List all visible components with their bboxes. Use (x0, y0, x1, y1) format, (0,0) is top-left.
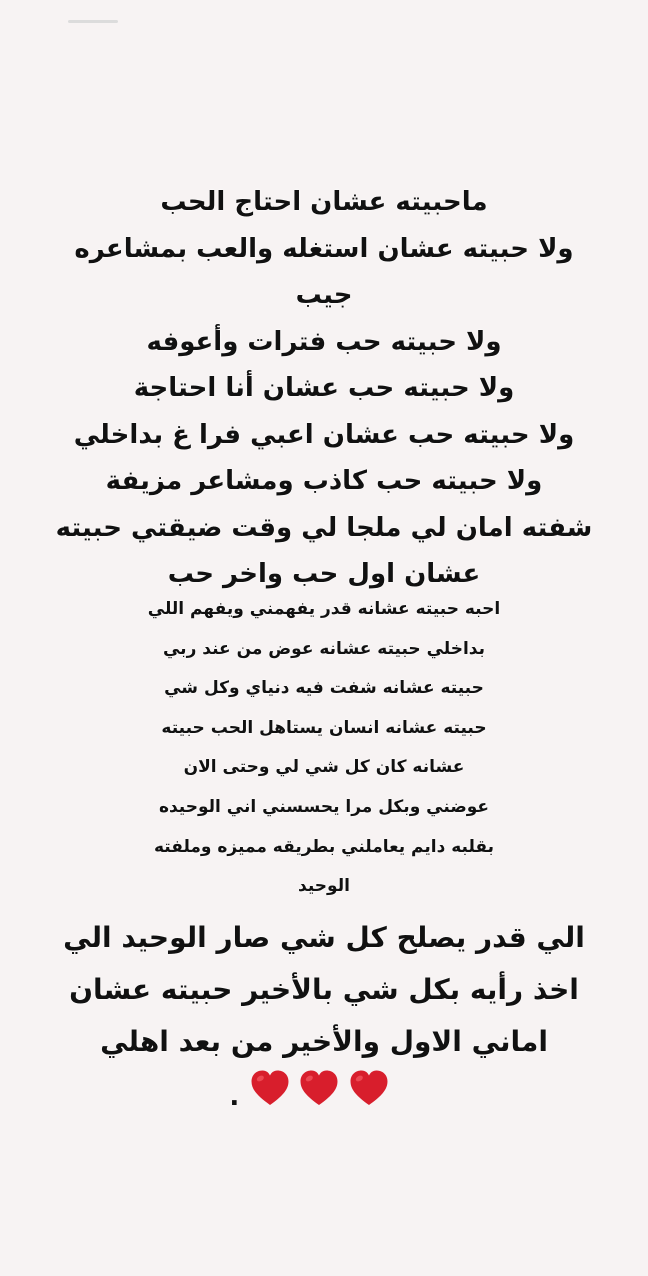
poem-line: ولا حبيته عشان استغله والعب بمشاعره (74, 233, 574, 264)
poem-line: جيب (295, 280, 353, 310)
poem-line: ولا حبيته حب كاذب ومشاعر مزيفة (105, 466, 543, 496)
poem-line: شفته امان لي ملجا لي وقت ضيقتي حبيته (55, 512, 593, 543)
poem-line: عوضني وبكل مرا يحسسني اني الوحيده (158, 796, 490, 817)
red-heart-icon (298, 1068, 340, 1110)
poem-line: ولا حبيته حب عشان اعبي فرا غ بداخلي (73, 419, 575, 450)
poem-line: عشان اول حب واخر حب (167, 559, 481, 589)
poem-line: بداخلي حبيته عشانه عوض من عند ربي (162, 638, 485, 659)
red-heart-icon (348, 1068, 390, 1110)
poem-line: ولا حبيته حب فترات وأعوفه (146, 326, 502, 357)
poem-block-large (30, 182, 618, 601)
poem-line: الي قدر يصلح كل شي صار الوحيد الي (63, 921, 585, 954)
poem-line: الوحيد (298, 876, 350, 897)
poem-line: اماني الاول والأخير من بعد اهلي (100, 1025, 548, 1058)
poem-line: حبيته عشانه انسان يستاهل الحب حبيته (161, 717, 487, 738)
hearts-row (0, 1068, 648, 1110)
poem-line: ولا حبيته حب عشان أنا احتاجة (133, 373, 515, 403)
poem-line: ماحبيته عشان احتاج الحب (160, 187, 488, 217)
ending-dot: . (229, 1082, 240, 1112)
poem-line: عشانه كان كل شي لي وحتى الان (183, 757, 465, 778)
story-progress-bar (68, 20, 118, 23)
poem-block-small (30, 595, 618, 912)
poem-block-end (30, 916, 618, 1072)
poem-line: اخذ رأيه بكل شي بالأخير حبيته عشان (69, 973, 579, 1006)
red-heart-icon (249, 1068, 291, 1110)
poem-line: احبه حبيته عشانه قدر يفهمني ويفهم اللي (147, 599, 501, 619)
poem-line: بقلبه دايم يعاملني بطريقه مميزه وملفته (153, 836, 495, 857)
poem-line: حبيته عشانه شفت فيه دنياي وكل شي (164, 678, 484, 699)
